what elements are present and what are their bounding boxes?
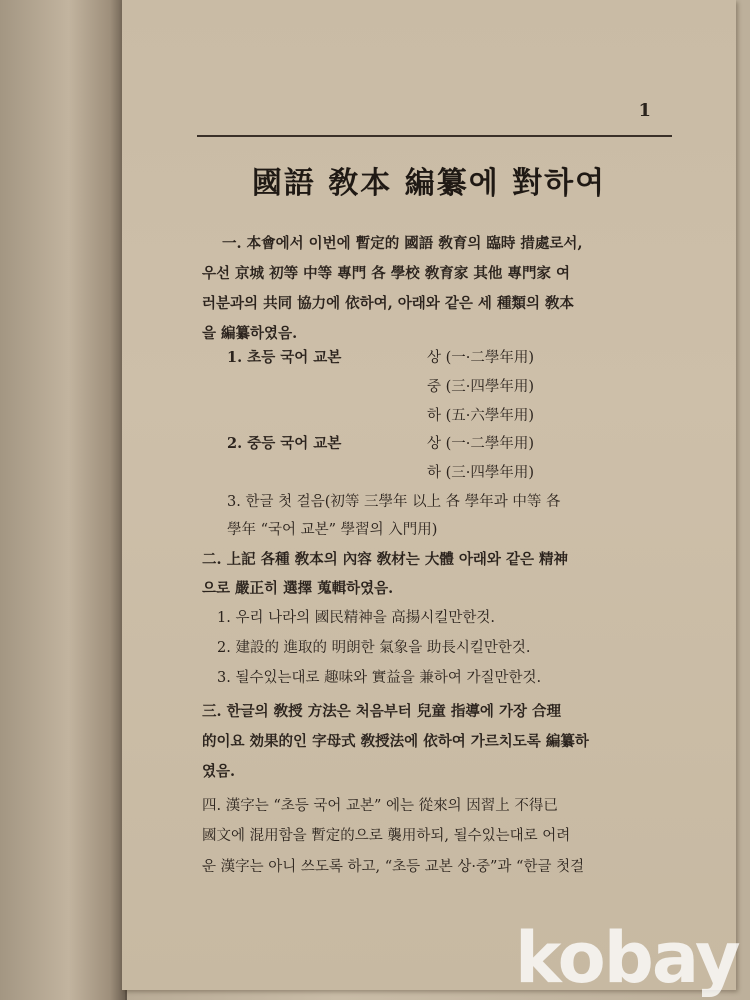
text-line: 러분과의 共同 協力에 依하여, 아래와 같은 세 種類의 敎本 xyxy=(202,295,575,312)
text-line: 운 漢字는 아니 쓰도록 하고, “초등 교본 상·중”과 “한글 첫걸 xyxy=(202,859,585,875)
list-item: 하 (五·六學年用) xyxy=(427,408,535,424)
list-item: 하 (三·四學年用) xyxy=(427,465,535,481)
text-line: 一. 本會에서 이번에 暫定的 國語 敎育의 臨時 措處로서, xyxy=(222,235,583,252)
list-item: 상 (一·二學年用) xyxy=(427,436,535,452)
list-item: 1. 우리 나라의 國民精神을 高揚시킬만한것. xyxy=(217,610,495,626)
list-item: 2. 建設的 進取的 明朗한 氣象을 助長시킬만한것. xyxy=(217,640,531,656)
text-line: 二. 上記 各種 敎本의 內容 敎材는 大體 아래와 같은 精神 xyxy=(202,551,569,568)
list-item: 2. 중등 국어 교본 xyxy=(227,435,342,452)
text-line: 國文에 混用함을 暫定的으로 襲用하되, 될수있는대로 어려 xyxy=(202,828,571,844)
page-title: 國語 敎本 編纂에 對하여 xyxy=(251,166,607,201)
header-rule xyxy=(197,135,672,137)
list-item: 3. 한글 첫 걸음(初等 三學年 以上 各 學年과 中等 各 xyxy=(227,494,561,510)
text-line: 으로 嚴正히 選擇 蒐輯하였음. xyxy=(202,580,394,597)
book-page xyxy=(122,0,736,990)
text-line: 였음. xyxy=(202,763,236,780)
list-item: 學年 “국어 교본” 學習의 入門用) xyxy=(227,522,438,538)
text-line: 을 編纂하였음. xyxy=(202,325,298,342)
text-line: 우선 京城 初等 中等 專門 各 學校 敎育家 其他 專門家 여 xyxy=(202,265,570,282)
page-number: 1 xyxy=(638,100,651,121)
text-line: 的이요 効果的인 字母式 敎授法에 依하여 가르치도록 編纂하 xyxy=(202,733,589,750)
kobay-watermark: kobay xyxy=(515,916,739,999)
left-page-edge xyxy=(0,0,127,1000)
list-item: 중 (三·四學年用) xyxy=(427,379,535,395)
text-line: 四. 漢字는 “초등 국어 교본” 에는 從來의 因習上 不得已 xyxy=(202,798,558,814)
list-item: 1. 초등 국어 교본 xyxy=(227,349,342,366)
list-item: 상 (一·二學年用) xyxy=(427,350,535,366)
text-line: 三. 한글의 敎授 方法은 처음부터 兒童 指導에 가장 合理 xyxy=(202,703,562,720)
list-item: 3. 될수있는대로 趣味와 實益을 兼하여 가질만한것. xyxy=(217,670,542,686)
